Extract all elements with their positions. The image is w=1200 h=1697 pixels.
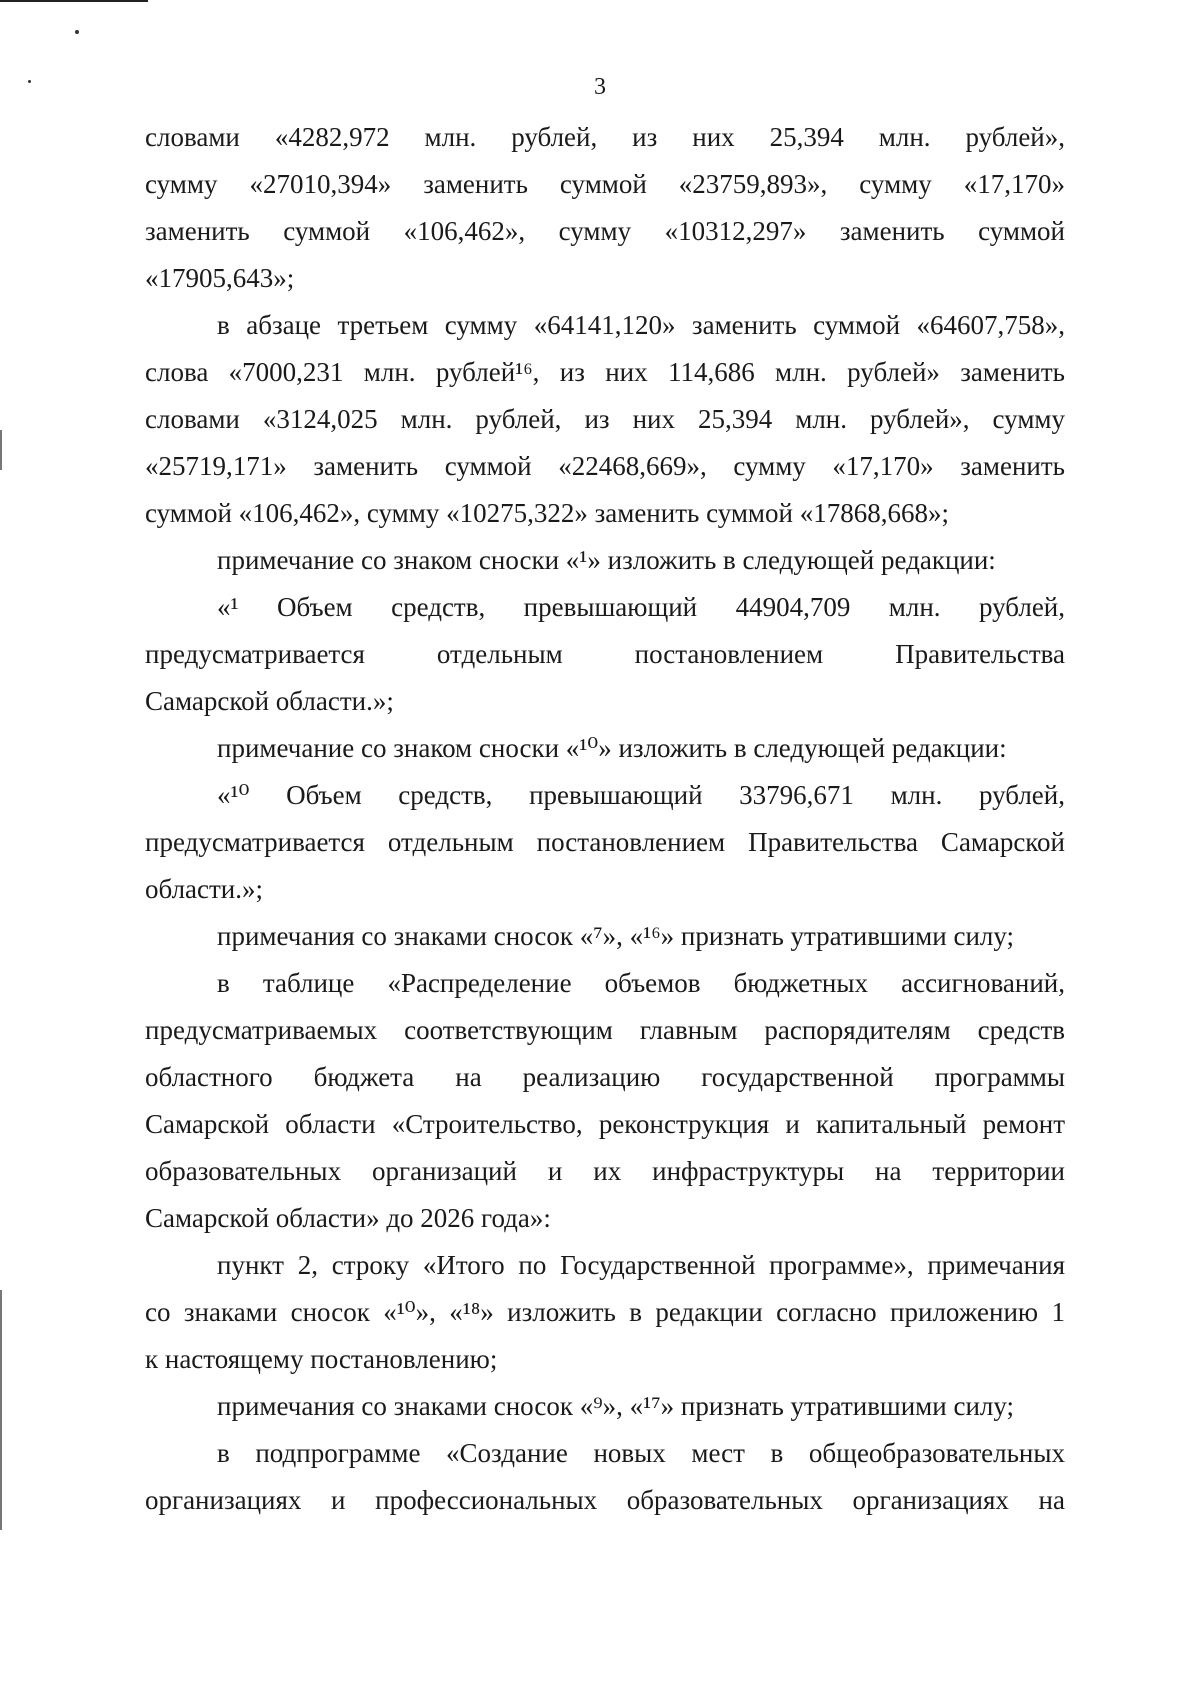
- text-line: в подпрограмме «Создание новых мест в общеобразовательных: [217, 1438, 1065, 1468]
- scan-dot: [75, 30, 79, 34]
- text-line: примечания со знаками сносок «⁹», «¹⁷» признать утратившими силу;: [217, 1391, 1015, 1421]
- text-line: к настоящему постановлению;: [145, 1344, 498, 1374]
- text-line: со знаками сносок «¹⁰», «¹⁸» изложить в редакции согласно приложению 1: [145, 1297, 1065, 1327]
- text-line: «¹ Объем средств, превышающий 44904,709 млн. рублей,: [217, 592, 1065, 622]
- scan-edge-mark: [0, 1290, 2, 1530]
- scan-dot: [28, 80, 31, 83]
- text-line: областного бюджета на реализацию государственной программы: [145, 1062, 1065, 1092]
- text-line: Самарской области.»;: [145, 686, 394, 716]
- text-line: «¹⁰ Объем средств, превышающий 33796,671 млн. рублей,: [217, 780, 1065, 810]
- top-edge-line: [0, 0, 148, 2]
- text-line: области.»;: [145, 874, 264, 904]
- text-line: в абзаце третьем сумму «64141,120» заменить суммой «64607,758»,: [217, 310, 1065, 340]
- text-line: Самарской области» до 2026 года»:: [145, 1203, 551, 1233]
- text-line: пункт 2, строку «Итого по Государственной программе», примечания: [217, 1250, 1065, 1280]
- text-line: слова «7000,231 млн. рублей¹⁶, из них 114,686 млн. рублей» заменить: [145, 357, 1065, 387]
- text-line: словами «4282,972 млн. рублей, из них 25,394 млн. рублей»,: [145, 122, 1065, 152]
- text-line: предусматривается отдельным постановлением Правительства Самарской: [145, 827, 1065, 857]
- text-line: примечание со знаком сноски «¹⁰» изложить в следующей редакции:: [217, 733, 1007, 763]
- text-line: предусматриваемых соответствующим главным распорядителям средств: [145, 1015, 1065, 1045]
- text-line: примечание со знаком сноски «¹» изложить в следующей редакции:: [217, 545, 996, 575]
- text-line: сумму «27010,394» заменить суммой «23759,893», сумму «17,170»: [145, 169, 1065, 199]
- text-line: суммой «106,462», сумму «10275,322» заменить суммой «17868,668»;: [145, 498, 949, 528]
- text-line: предусматривается отдельным постановлением Правительства: [145, 639, 1065, 669]
- text-line: Самарской области «Строительство, реконструкция и капитальный ремонт: [145, 1109, 1065, 1139]
- page-number: 3: [594, 74, 606, 100]
- text-line: словами «3124,025 млн. рублей, из них 25,394 млн. рублей», сумму: [145, 404, 1065, 434]
- text-line: в таблице «Распределение объемов бюджетных ассигнований,: [217, 968, 1065, 998]
- text-line: «25719,171» заменить суммой «22468,669», сумму «17,170» заменить: [145, 451, 1065, 481]
- text-line: примечания со знаками сносок «⁷», «¹⁶» признать утратившими силу;: [217, 921, 1015, 951]
- text-line: организациях и профессиональных образовательных организациях на: [145, 1485, 1065, 1515]
- scan-edge-mark: [0, 430, 2, 470]
- text-line: образовательных организаций и их инфраструктуры на территории: [145, 1156, 1065, 1186]
- text-line: заменить суммой «106,462», сумму «10312,297» заменить суммой: [145, 216, 1065, 246]
- text-line: «17905,643»;: [145, 263, 295, 293]
